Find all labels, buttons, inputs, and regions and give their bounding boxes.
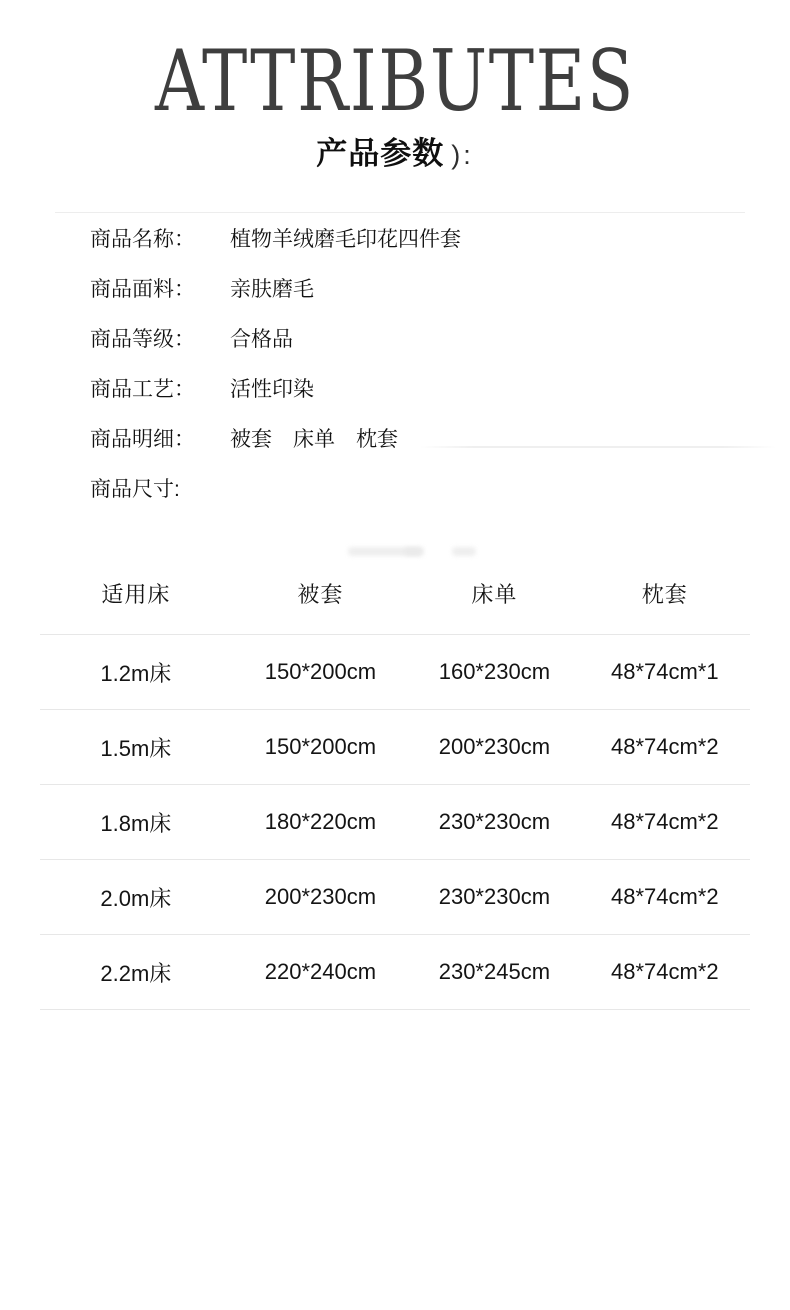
- size-table-row: [40, 635, 750, 710]
- cell-duvet-cover-size: 150*200cm: [232, 710, 410, 785]
- page-title: ATTRIBUTES: [154, 34, 635, 129]
- cell-bed-size: 2.0m床: [40, 860, 232, 935]
- cell-pillowcase-size: 48*74cm*1: [580, 635, 750, 710]
- attribute-value: 被套 床单 枕套: [230, 428, 398, 451]
- cell-duvet-cover-size: 180*220cm: [232, 785, 410, 860]
- subtitle: [0, 128, 790, 173]
- attribute-value: 亲肤磨毛: [230, 278, 314, 301]
- attribute-list: [90, 213, 750, 513]
- cell-bed-sheet-size: 200*230cm: [409, 710, 579, 785]
- cell-pillowcase-size: 48*74cm*2: [580, 935, 750, 1010]
- col-header-duvet-cover: 被套: [232, 552, 410, 635]
- attribute-row: [90, 263, 750, 313]
- cell-duvet-cover-size: 220*240cm: [232, 935, 410, 1010]
- size-table-body: [40, 635, 750, 1010]
- cell-bed-sheet-size: 230*245cm: [409, 935, 579, 1010]
- size-table-row: [40, 710, 750, 785]
- attribute-label: 商品工艺：: [90, 378, 195, 401]
- size-table-row: [40, 785, 750, 860]
- size-table: [40, 552, 750, 1010]
- subtitle-text: 产品参数: [316, 136, 445, 171]
- attribute-row: [90, 413, 750, 463]
- col-header-bed-sheet: 床单: [409, 552, 579, 635]
- cell-bed-size: 1.8m床: [40, 785, 232, 860]
- size-table-row: [40, 935, 750, 1010]
- attribute-value: 植物羊绒磨毛印花四件套: [230, 228, 461, 251]
- col-header-pillowcase: 枕套: [580, 552, 750, 635]
- attribute-label: 商品等级：: [90, 328, 195, 351]
- attribute-row: [90, 313, 750, 363]
- cell-pillowcase-size: 48*74cm*2: [580, 785, 750, 860]
- size-table-header: [40, 552, 750, 635]
- attribute-label: 商品名称：: [90, 228, 195, 251]
- attribute-row: [90, 363, 750, 413]
- attribute-value: 活性印染: [230, 378, 314, 401]
- cell-bed-sheet-size: 230*230cm: [409, 785, 579, 860]
- attribute-label: 商品面料：: [90, 278, 195, 301]
- cell-bed-size: 1.5m床: [40, 710, 232, 785]
- cell-bed-sheet-size: 160*230cm: [409, 635, 579, 710]
- faint-artifact-line: [420, 446, 776, 448]
- size-table-row: [40, 860, 750, 935]
- cell-duvet-cover-size: 200*230cm: [232, 860, 410, 935]
- cell-duvet-cover-size: 150*200cm: [232, 635, 410, 710]
- subtitle-suffix: ):: [451, 140, 474, 170]
- attribute-label: 商品明细：: [90, 428, 195, 451]
- cell-bed-sheet-size: 230*230cm: [409, 860, 579, 935]
- attribute-label: 商品尺寸:: [90, 478, 180, 501]
- cell-bed-size: 1.2m床: [40, 635, 232, 710]
- cell-pillowcase-size: 48*74cm*2: [580, 860, 750, 935]
- attribute-row: [90, 463, 750, 513]
- cell-pillowcase-size: 48*74cm*2: [580, 710, 750, 785]
- title-wrap: [0, 34, 790, 134]
- attribute-row: [90, 213, 750, 263]
- attribute-value: 合格品: [230, 328, 293, 351]
- cell-bed-size: 2.2m床: [40, 935, 232, 1010]
- size-table-header-row: [40, 552, 750, 635]
- attributes-title-art: [85, 34, 705, 129]
- col-header-bed: 适用床: [40, 552, 232, 635]
